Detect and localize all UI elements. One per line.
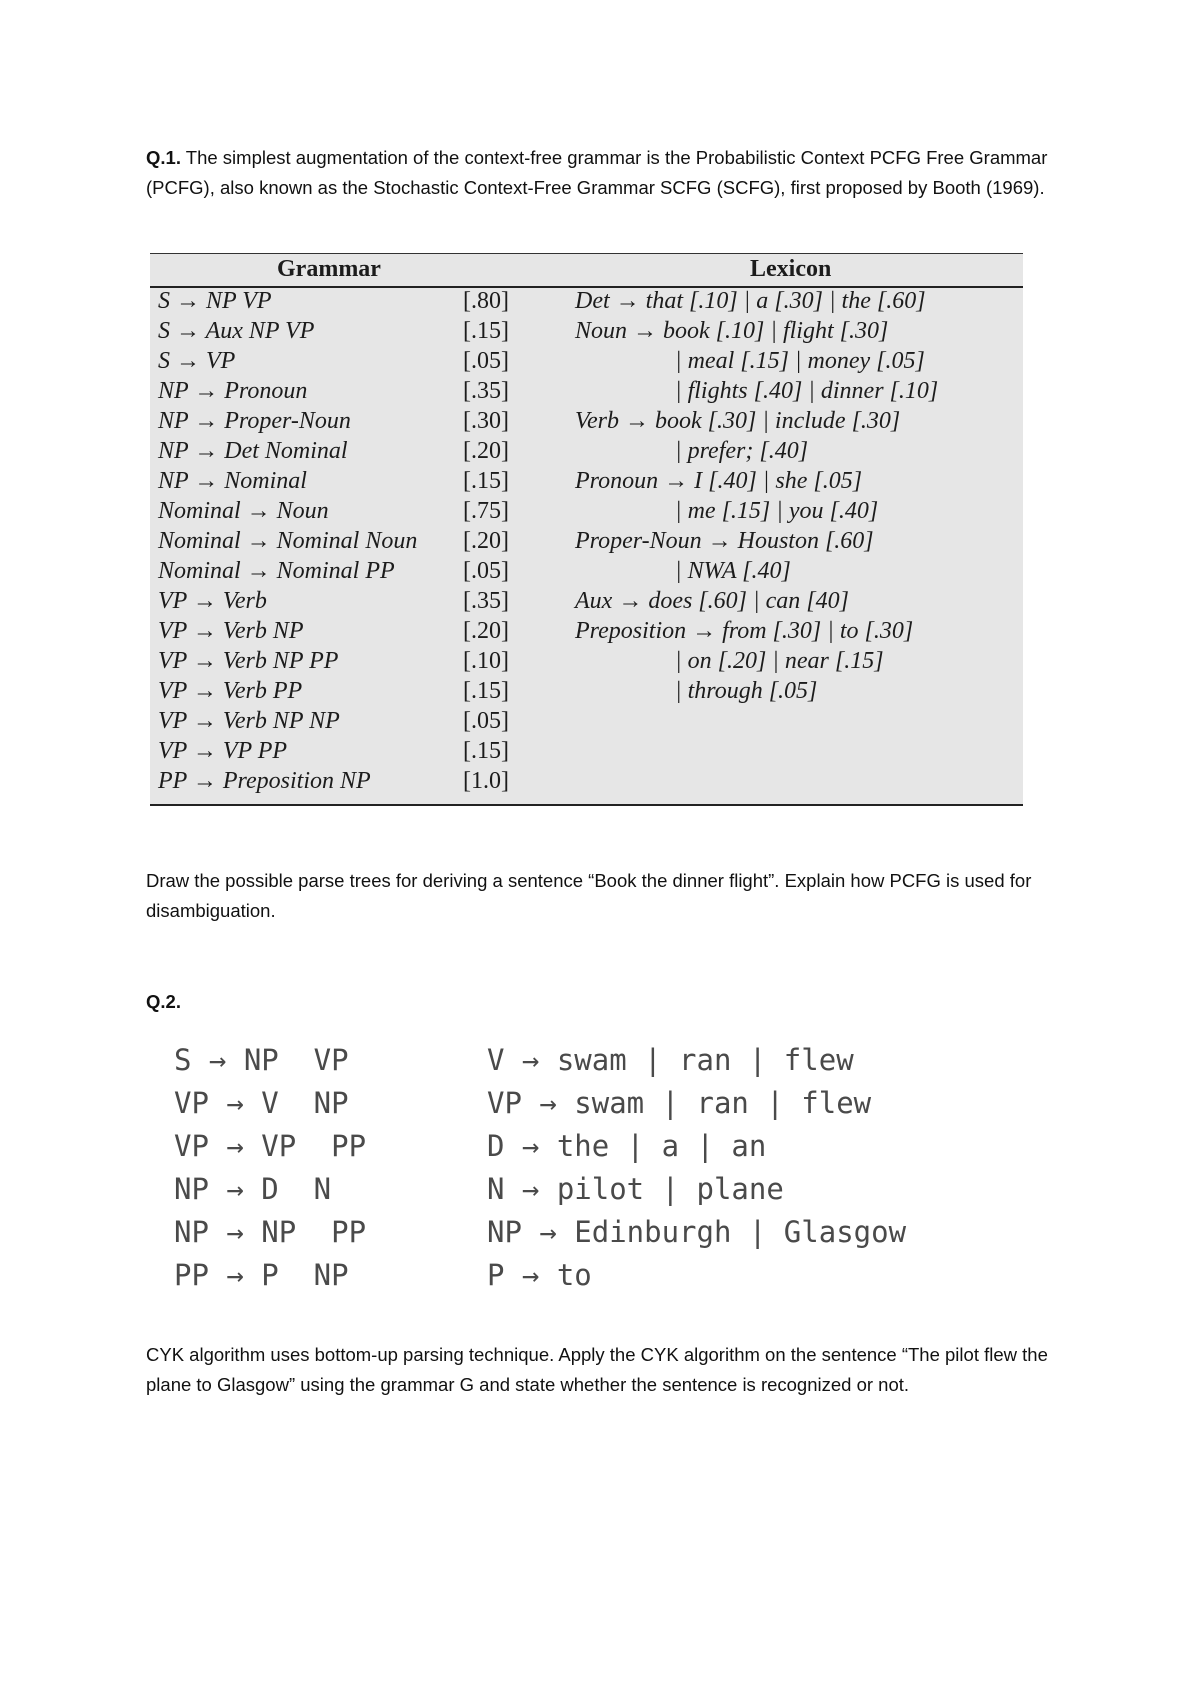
lexicon-entry: Preposition → from [.30] | to [.30]	[575, 618, 914, 644]
grammar-rule: Nominal → Noun [.75]	[158, 498, 509, 524]
grammar-rule: VP → Verb NP [.20]	[158, 618, 509, 644]
grammar-rule: NP → Nominal [.15]	[158, 468, 509, 494]
lexicon-entry: Aux → does [.60] | can [40]	[575, 588, 849, 614]
pcfg-table	[150, 253, 1023, 806]
cfg-rule: S → NP VP	[174, 1043, 349, 1077]
rule-probability: [.75]	[463, 498, 509, 524]
grammar-rule: VP → Verb NP NP [.05]	[158, 708, 509, 734]
lexicon-entry: | on [.20] | near [.15]	[675, 648, 884, 674]
rule-probability: [.15]	[463, 678, 509, 704]
rule-probability: [.80]	[463, 288, 509, 314]
lexicon-entry: | me [.15] | you [.40]	[675, 498, 879, 524]
rule-probability: [1.0]	[463, 768, 509, 794]
cfg-rule: NP → D N	[174, 1172, 332, 1206]
q1-intro: The simplest augmentation of the context-free grammar is the Probabilistic Context PCFG Free Grammar (PCFG), also known as the Stochastic Context-Free Grammar SCFG (SCFG), first proposed by Booth (1969).	[146, 147, 1048, 198]
cfg-rule: PP → P NP	[174, 1258, 349, 1292]
q2-label: Q.2.	[146, 991, 181, 1012]
rule-probability: [.05]	[463, 708, 509, 734]
lexicon-entry: | NWA [.40]	[675, 558, 791, 584]
rule-probability: [.20]	[463, 528, 509, 554]
grammar-rule: NP → Det Nominal [.20]	[158, 438, 509, 464]
rule-probability: [.05]	[463, 348, 509, 374]
lexicon-entry: | through [.05]	[675, 678, 818, 704]
grammar-header: Grammar	[277, 256, 381, 282]
grammar-rule: VP → Verb PP [.15]	[158, 678, 509, 704]
grammar-rule: NP → Pronoun [.35]	[158, 378, 509, 404]
cfg-rule: VP → swam | ran | flew	[487, 1086, 872, 1120]
grammar-rule: S → VP [.05]	[158, 348, 509, 374]
rule-probability: [.15]	[463, 738, 509, 764]
grammar-rule: VP → Verb NP PP [.10]	[158, 648, 509, 674]
lexicon-entry: | flights [.40] | dinner [.10]	[675, 378, 939, 404]
q2-task-paragraph: CYK algorithm uses bottom-up parsing technique. Apply the CYK algorithm on the sentence “The pilot flew the plane to Glasgow” using the grammar G and state whether the sentence is recognized or not.	[146, 1344, 1048, 1395]
pcfg-header-row	[150, 254, 1023, 288]
grammar-rule: VP → VP PP [.15]	[158, 738, 509, 764]
grammar-rule: Nominal → Nominal Noun [.20]	[158, 528, 509, 554]
cfg-rule: N → pilot | plane	[487, 1172, 784, 1206]
cfg-rule: NP → Edinburgh | Glasgow	[487, 1215, 907, 1249]
cfg-rule: VP → VP PP	[174, 1129, 367, 1163]
grammar-rule: S → NP VP [.80]	[158, 288, 509, 314]
rule-probability: [.10]	[463, 648, 509, 674]
cfg-rule: D → the | a | an	[487, 1129, 767, 1163]
q2-grammar	[174, 1040, 934, 1300]
q1-label: Q.1.	[146, 147, 181, 168]
lexicon-entry: Det → that [.10] | a [.30] | the [.60]	[575, 288, 926, 314]
rule-probability: [.20]	[463, 438, 509, 464]
rule-probability: [.20]	[463, 618, 509, 644]
rule-probability: [.15]	[463, 318, 509, 344]
lexicon-entry: Verb → book [.30] | include [.30]	[575, 408, 901, 434]
grammar-rule: Nominal → Nominal PP [.05]	[158, 558, 509, 584]
grammar-rule: S → Aux NP VP [.15]	[158, 318, 509, 344]
lexicon-entry: | prefer; [.40]	[675, 438, 809, 464]
lexicon-entry: | meal [.15] | money [.05]	[675, 348, 925, 374]
cfg-rule: VP → V NP	[174, 1086, 349, 1120]
rule-probability: [.15]	[463, 468, 509, 494]
lexicon-entry: Noun → book [.10] | flight [.30]	[575, 318, 889, 344]
rule-probability: [.35]	[463, 588, 509, 614]
lexicon-header: Lexicon	[750, 256, 832, 282]
grammar-rule: PP → Preposition NP [1.0]	[158, 768, 509, 794]
lexicon-entry: Proper-Noun → Houston [.60]	[575, 528, 874, 554]
q1-task-paragraph: Draw the possible parse trees for deriving a sentence “Book the dinner flight”. Explain how PCFG is used for disambiguation.	[146, 870, 1032, 921]
rule-probability: [.35]	[463, 378, 509, 404]
rule-probability: [.30]	[463, 408, 509, 434]
cfg-rule: V → swam | ran | flew	[487, 1043, 854, 1077]
grammar-rule: NP → Proper-Noun [.30]	[158, 408, 509, 434]
lexicon-entry: Pronoun → I [.40] | she [.05]	[575, 468, 863, 494]
grammar-rule: VP → Verb [.35]	[158, 588, 509, 614]
q1-paragraph	[146, 143, 1061, 203]
rule-probability: [.05]	[463, 558, 509, 584]
cfg-rule: NP → NP PP	[174, 1215, 367, 1249]
cfg-rule: P → to	[487, 1258, 592, 1292]
